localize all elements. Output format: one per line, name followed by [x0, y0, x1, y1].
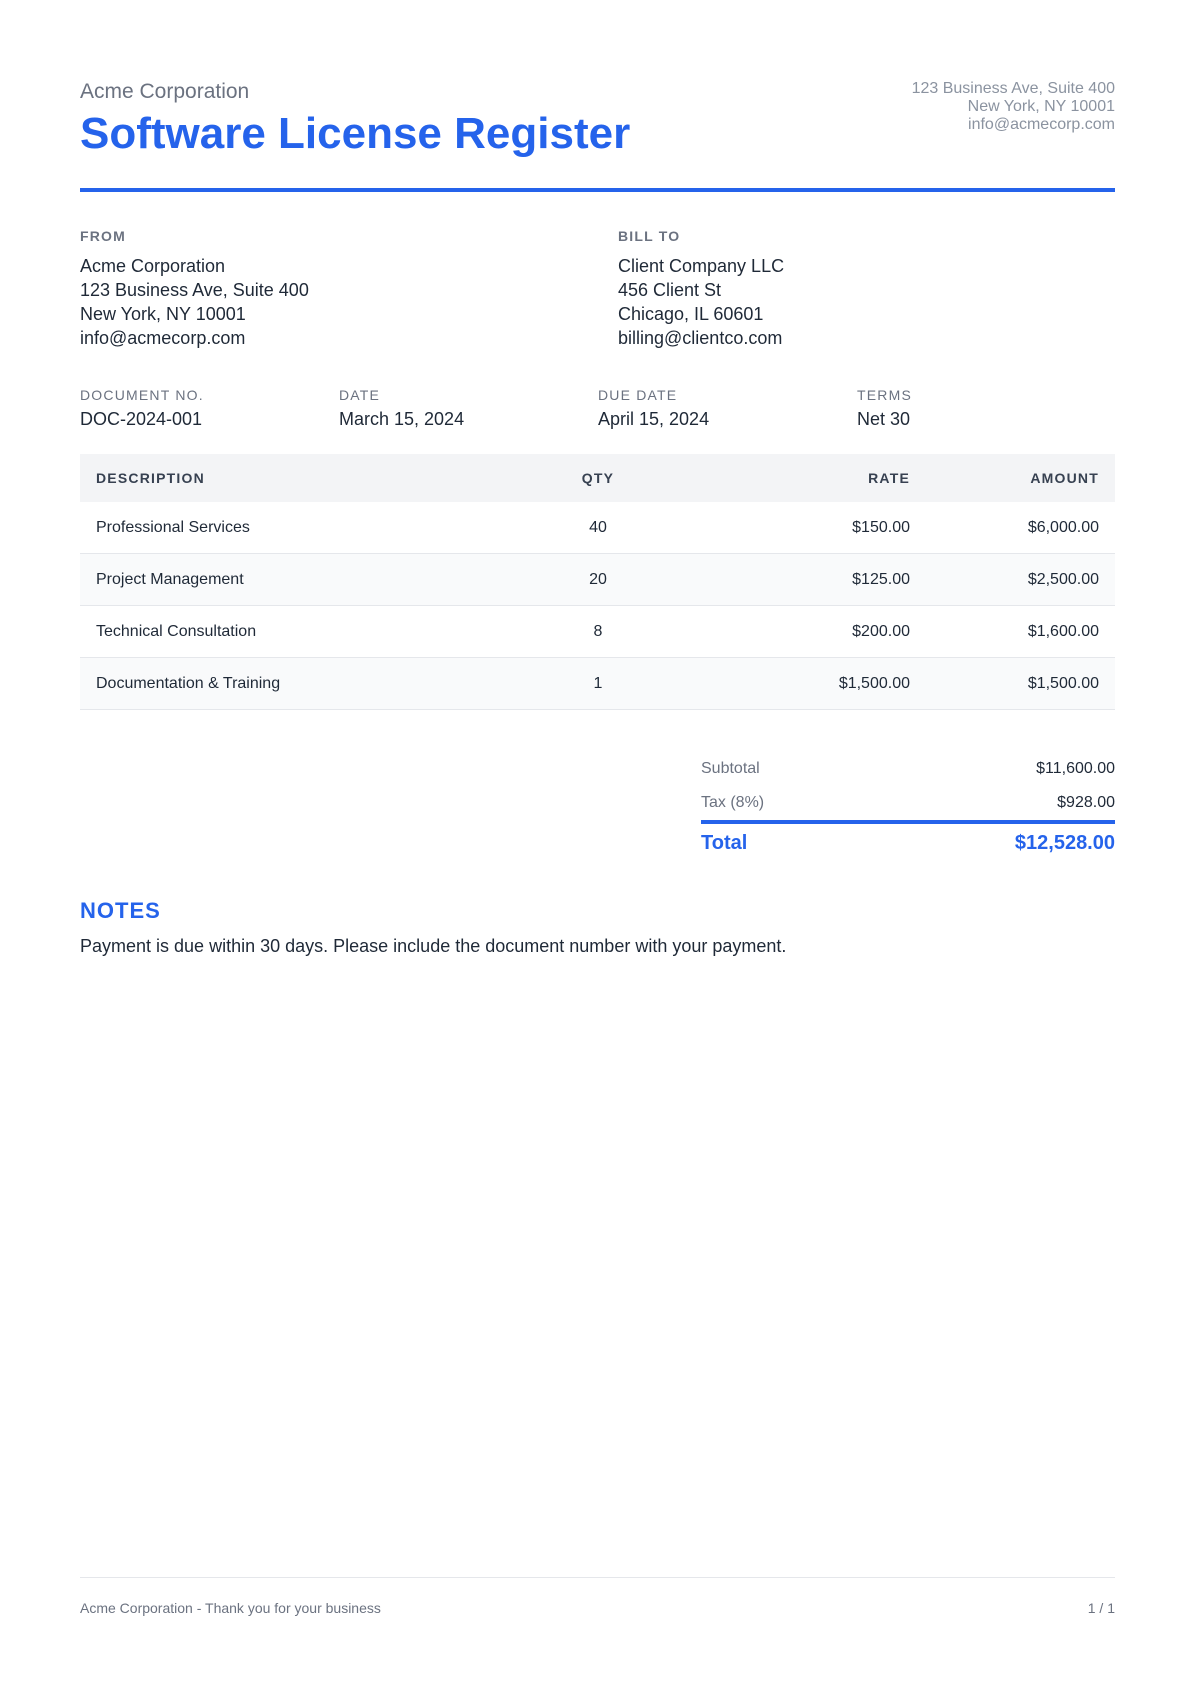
tax-label: Tax (8%) [701, 794, 765, 811]
meta-terms [857, 387, 1107, 430]
bill-to-name: Client Company LLC [618, 256, 785, 276]
totals-block [701, 752, 1115, 864]
table-row [80, 554, 1115, 606]
header-address-line: 123 Business Ave, Suite 400 [911, 80, 1115, 97]
cell-description: Professional Services [80, 502, 502, 554]
page-number: 1 / 1 [1087, 1600, 1115, 1616]
cell-amount: $1,500.00 [926, 658, 1115, 710]
meta-label: DUE DATE [598, 387, 678, 403]
notes-title: NOTES [80, 898, 161, 923]
column-header-amount: AMOUNT [926, 454, 1115, 502]
bill-to-email: billing@clientco.com [618, 328, 783, 348]
cell-amount: $1,600.00 [926, 606, 1115, 658]
meta-date [339, 387, 589, 430]
from-label: FROM [80, 228, 127, 244]
meta-label: DOCUMENT NO. [80, 387, 204, 403]
meta-label: DATE [339, 387, 381, 403]
bill-to-block [618, 228, 1078, 350]
column-header-qty: QTY [502, 454, 694, 502]
meta-value: March 15, 2024 [339, 409, 465, 429]
table-row [80, 658, 1115, 710]
subtotal-row [701, 752, 1115, 786]
cell-rate: $1,500.00 [694, 658, 926, 710]
cell-qty: 1 [502, 658, 694, 710]
cell-amount: $2,500.00 [926, 554, 1115, 606]
table-row [80, 502, 1115, 554]
meta-document-number [80, 387, 330, 430]
footer-text: Acme Corporation - Thank you for your business [80, 1600, 381, 1616]
bill-to-city: Chicago, IL 60601 [618, 304, 764, 324]
from-street: 123 Business Ave, Suite 400 [80, 280, 309, 300]
document-page [80, 0, 1115, 1683]
table-header-row [80, 454, 1115, 502]
cell-rate: $125.00 [694, 554, 926, 606]
header-address [912, 80, 1115, 134]
subtotal-value: $11,600.00 [1036, 760, 1115, 777]
cell-description: Technical Consultation [80, 606, 502, 658]
page-title: Software License Register [80, 109, 631, 158]
column-header-description: DESCRIPTION [80, 454, 502, 502]
header-address-line: New York, NY 10001 [967, 98, 1115, 115]
meta-value: April 15, 2024 [598, 409, 710, 429]
notes-text: Payment is due within 30 days. Please include the document number with your payment. [80, 936, 787, 956]
from-block [80, 228, 540, 350]
from-city: New York, NY 10001 [80, 304, 246, 324]
header-email: info@acmecorp.com [968, 116, 1115, 133]
from-name: Acme Corporation [80, 256, 226, 276]
tax-value: $928.00 [1057, 794, 1115, 811]
cell-qty: 8 [502, 606, 694, 658]
total-label: Total [701, 832, 748, 854]
cell-amount: $6,000.00 [926, 502, 1115, 554]
line-items-table [80, 454, 1115, 710]
meta-label: TERMS [857, 387, 912, 403]
tax-row [701, 786, 1115, 820]
header-company-name: Acme Corporation [80, 80, 250, 103]
page-footer [80, 1577, 1115, 1618]
notes-section [80, 898, 1115, 957]
subtotal-label: Subtotal [701, 760, 760, 777]
grand-total-row [701, 824, 1115, 864]
cell-rate: $150.00 [694, 502, 926, 554]
cell-qty: 20 [502, 554, 694, 606]
meta-value: DOC-2024-001 [80, 409, 203, 429]
total-value: $12,528.00 [1014, 832, 1115, 854]
document-meta [80, 387, 1115, 437]
from-email: info@acmecorp.com [80, 328, 246, 348]
bill-to-street: 456 Client St [618, 280, 722, 300]
table-row [80, 606, 1115, 658]
bill-to-label: BILL TO [618, 228, 681, 244]
cell-description: Documentation & Training [80, 658, 502, 710]
document-header [80, 78, 1115, 192]
meta-due-date [598, 387, 848, 430]
meta-value: Net 30 [857, 409, 911, 429]
cell-qty: 40 [502, 502, 694, 554]
cell-description: Project Management [80, 554, 502, 606]
column-header-rate: RATE [694, 454, 926, 502]
cell-rate: $200.00 [694, 606, 926, 658]
